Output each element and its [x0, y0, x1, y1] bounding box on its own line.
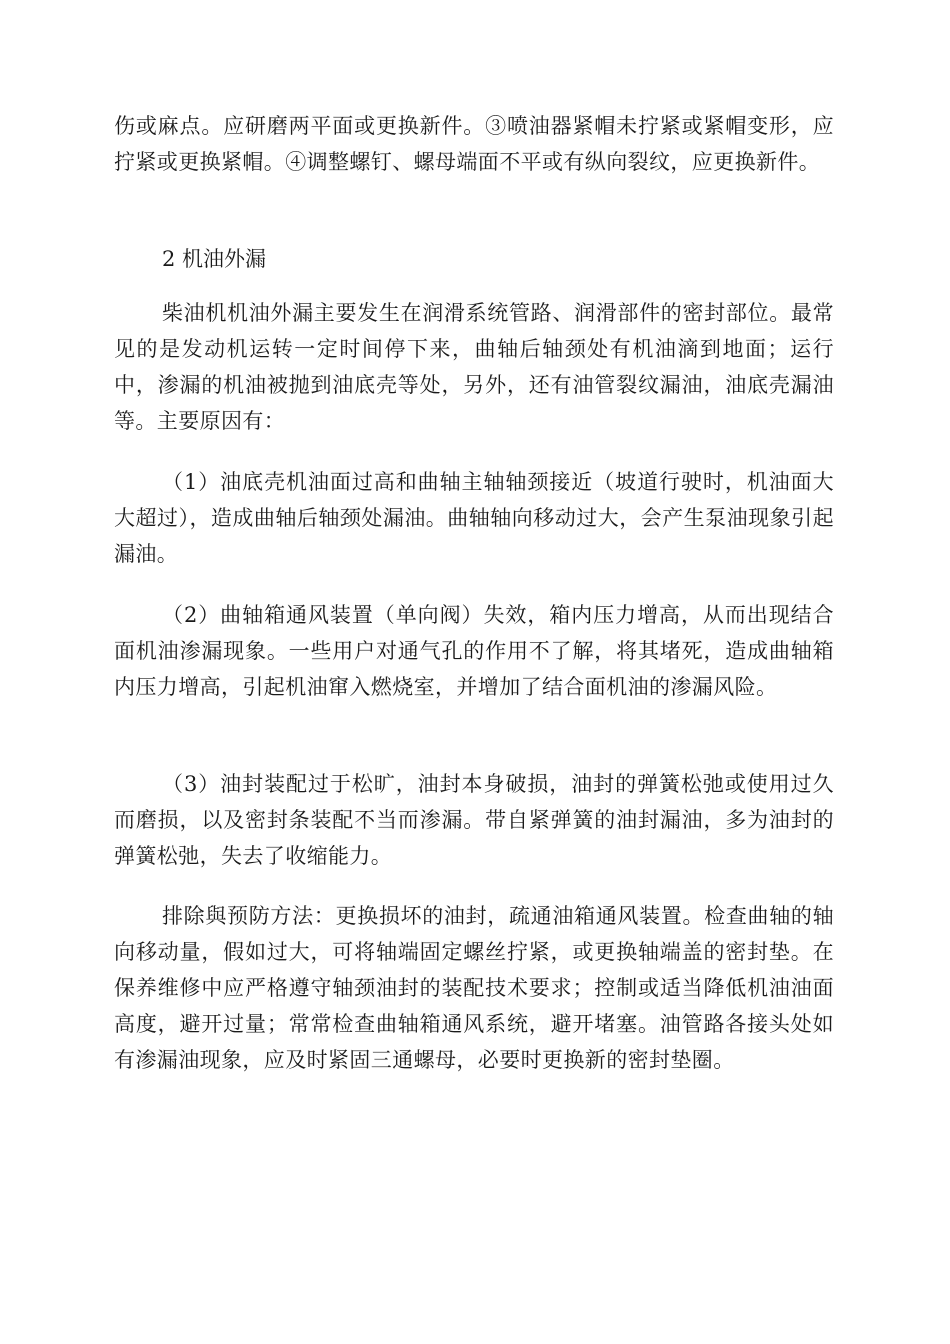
paragraph-continuation: 伤或麻点。应研磨两平面或更换新件。③喷油器紧帽未拧紧或紧帽变形，应拧紧或更换紧帽。④调整螺钉、螺母端面不平或有纵向裂纹，应更换新件。: [114, 114, 834, 174]
paragraph-cause-1: （1）油底壳机油面过高和曲轴主轴轴颈接近（坡道行驶时，机油面大大超过），造成曲轴后轴颈处漏油。曲轴轴向移动过大，会产生泵油现象引起漏油。: [114, 470, 834, 566]
paragraph-cause-3: （3）油封装配过于松旷，油封本身破损，油封的弹簧松弛或使用过久而磨损，以及密封条装配不当而渗漏。带自紧弹簧的油封漏油，多为油封的弹簧松弛，失去了收缩能力。: [114, 772, 834, 868]
paragraph-cause-2: （2）曲轴箱通风装置（单向阀）失效，箱内压力增高，从而出现结合面机油渗漏现象。一些用户对通气孔的作用不了解，将其堵死，造成曲轴箱内压力增高，引起机油窜入燃烧室，并增加了结合面机油的渗漏风险。: [114, 603, 834, 699]
section-heading: 2 机油外漏: [162, 247, 267, 271]
paragraph-remedy: 排除與预防方法：更换损坏的油封，疏通油箱通风装置。检查曲轴的轴向移动量，假如过大，可将轴端固定螺丝拧紧，或更换轴端盖的密封垫。在保养维修中应严格遵守轴颈油封的装配技术要求；控制或适当降低机油油面高度，避开过量；常常检查曲轴箱通风系统，避开堵塞。油管路各接头处如有渗漏油现象，应及时紧固三通螺母，必要时更换新的密封垫圈。: [114, 904, 834, 1072]
paragraph-intro: 柴油机机油外漏主要发生在润滑系统管路、润滑部件的密封部位。最常见的是发动机运转一定时间停下来，曲轴后轴颈处有机油滴到地面；运行中，渗漏的机油被抛到油底壳等处，另外，还有油管裂纹漏油，油底壳漏油等。主要原因有：: [114, 301, 834, 433]
